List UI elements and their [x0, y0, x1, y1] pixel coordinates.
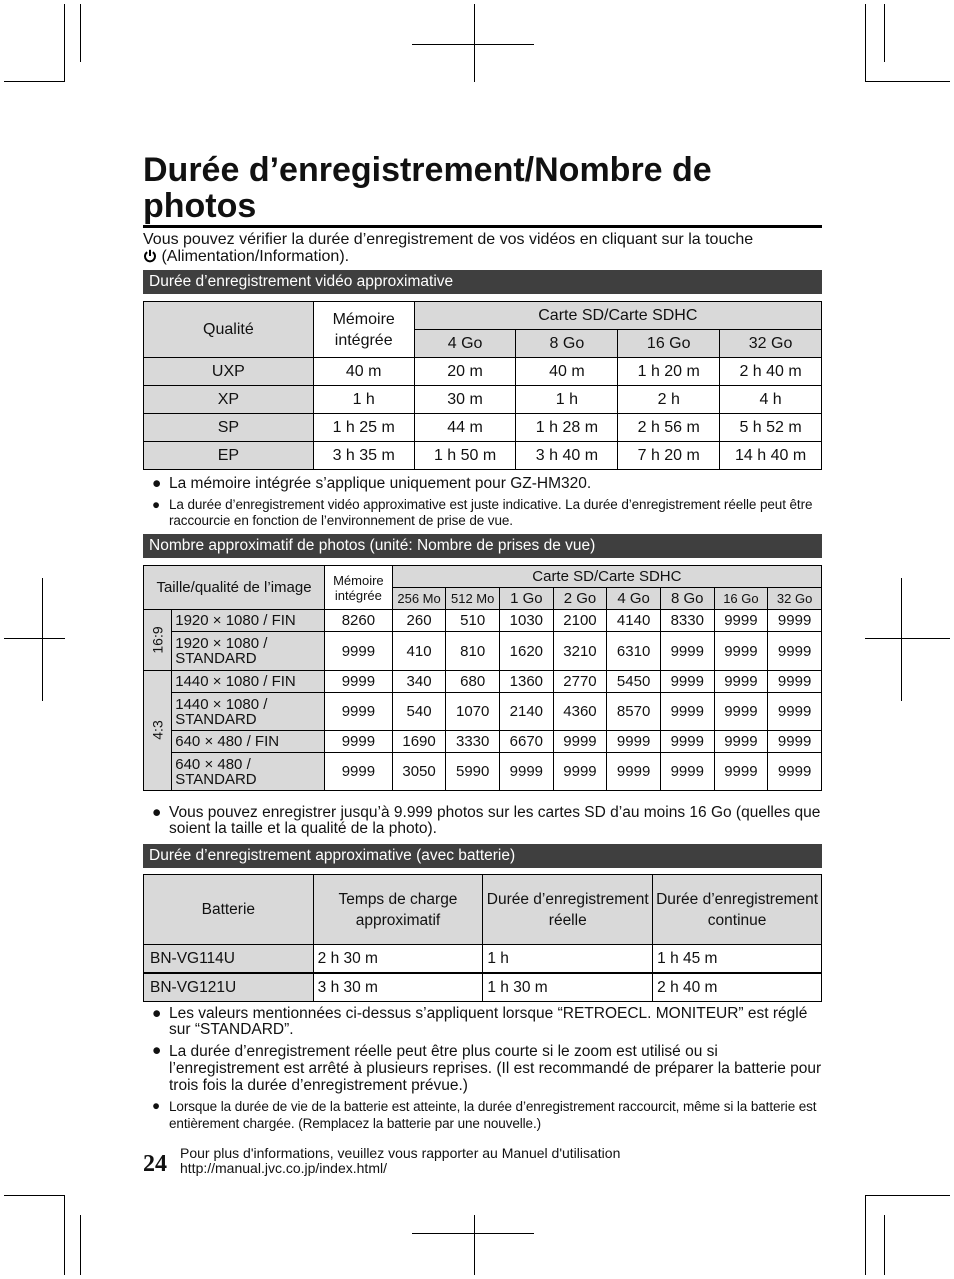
value-cell: 9999: [768, 753, 822, 791]
aspect-cell: [144, 671, 172, 791]
quality-header: Qualité: [144, 302, 314, 358]
quality-cell: EP: [144, 442, 314, 470]
value-cell: 340: [392, 671, 446, 693]
page-number: 24: [143, 1151, 167, 1177]
battery-cell: BN-VG114U: [144, 945, 314, 974]
capacity-header: 512 Mo: [446, 588, 500, 610]
value-cell: 540: [392, 693, 446, 731]
value-cell: 9999: [768, 632, 822, 671]
value-cell: 5 h 52 m: [720, 414, 822, 442]
intro-text: [143, 231, 833, 265]
capacity-header: 4 Go: [414, 330, 516, 358]
value-cell: 9999: [553, 753, 607, 791]
bullet: ●: [152, 1005, 162, 1022]
value-cell: 2 h 56 m: [618, 414, 720, 442]
value-cell: 2 h 40 m: [653, 973, 822, 1002]
footer-line: Pour plus d'informations, veuillez vous rapporter au Manuel d'utilisation: [180, 1145, 621, 1161]
value-cell: 510: [446, 610, 500, 632]
quality-cell: UXP: [144, 358, 314, 386]
bullet: ●: [152, 475, 162, 492]
value-cell: 4360: [553, 693, 607, 731]
value-cell: 9999: [768, 610, 822, 632]
value-cell: 7 h 20 m: [618, 442, 720, 470]
value-cell: 9999: [768, 671, 822, 693]
page-title: Durée d’enregistrement/Nombre de photos: [143, 151, 712, 225]
value-cell: 810: [446, 632, 500, 671]
size-cell: 1920 × 1080 / STANDARD: [172, 632, 325, 671]
quality-cell: SP: [144, 414, 314, 442]
value-cell: 1690: [392, 731, 446, 753]
value-cell: 9999: [660, 731, 714, 753]
capacity-header: 1 Go: [500, 588, 554, 610]
value-cell: 20 m: [414, 358, 516, 386]
value-cell: 2 h 40 m: [720, 358, 822, 386]
value-cell: 5450: [607, 671, 661, 693]
card-header: Carte SD/Carte SDHC: [392, 566, 821, 588]
table-row: [144, 414, 822, 442]
value-cell: 1030: [500, 610, 554, 632]
value-cell: 2 h: [618, 386, 720, 414]
value-cell: 9999: [325, 693, 393, 731]
table-row: [144, 442, 822, 470]
table-row: [144, 945, 822, 974]
value-cell: 9999: [714, 731, 768, 753]
value-cell: 1 h 45 m: [653, 945, 822, 974]
internal-header: Mémoire intégrée: [313, 302, 414, 358]
value-cell: 8330: [660, 610, 714, 632]
capacity-header: 16 Go: [714, 588, 768, 610]
table-row: [144, 973, 822, 1002]
table-row: [144, 753, 822, 791]
value-cell: 14 h 40 m: [720, 442, 822, 470]
value-cell: 9999: [768, 693, 822, 731]
value-cell: 1360: [500, 671, 554, 693]
value-cell: 4140: [607, 610, 661, 632]
battery-table: [143, 874, 822, 1002]
video-note: ● La durée d’enregistrement vidéo approximative est juste indicative. La durée d’enregistrement réelle peut être raccourcie en fonction de l’environnement de prise de vue.: [152, 497, 813, 528]
value-cell: 9999: [607, 731, 661, 753]
value-cell: 9999: [325, 632, 393, 671]
table-row: [144, 386, 822, 414]
value-cell: 6310: [607, 632, 661, 671]
value-cell: 6670: [500, 731, 554, 753]
capacity-header: 256 Mo: [392, 588, 446, 610]
capacity-header: 8 Go: [660, 588, 714, 610]
value-cell: 9999: [714, 693, 768, 731]
value-cell: 9999: [714, 753, 768, 791]
footer-text: [180, 1146, 620, 1176]
value-cell: 260: [392, 610, 446, 632]
value-cell: 3 h 35 m: [313, 442, 414, 470]
value-cell: 9999: [325, 753, 393, 791]
aspect-label: 16:9: [149, 625, 166, 654]
value-cell: 30 m: [414, 386, 516, 414]
size-cell: 1440 × 1080 / FIN: [172, 671, 325, 693]
value-cell: 8570: [607, 693, 661, 731]
value-cell: 1 h 50 m: [414, 442, 516, 470]
bullet: ●: [152, 1042, 162, 1059]
aspect-label: 4:3: [149, 720, 166, 740]
size-cell: 640 × 480 / STANDARD: [172, 753, 325, 791]
value-cell: 2770: [553, 671, 607, 693]
table-row: [144, 693, 822, 731]
battery-note: ● La durée d’enregistrement réelle peut être plus courte si le zoom est utilisé ou si l’enregistrement est arrêté à plusieurs reprises. (Il est recommandé de préparer la batterie pour trois fois la durée d’enregistrement prévue.): [152, 1042, 822, 1094]
battery-note: ● Les valeurs mentionnées ci-dessus s’appliquent lorsque “RETROECL. MONITEUR” est réglé sur “STANDARD”.: [152, 1005, 808, 1038]
value-cell: 3 h 40 m: [516, 442, 618, 470]
intro-line1: Vous pouvez vérifier la durée d’enregistrement de vos vidéos en cliquant sur la touche: [143, 231, 754, 248]
value-cell: 1 h 28 m: [516, 414, 618, 442]
value-cell: 680: [446, 671, 500, 693]
quality-cell: XP: [144, 386, 314, 414]
photo-section-heading: Nombre approximatif de photos (unité: Nombre de prises de vue): [143, 534, 822, 558]
value-cell: 9999: [553, 731, 607, 753]
value-cell: 1 h 20 m: [618, 358, 720, 386]
value-cell: 9999: [714, 632, 768, 671]
value-cell: 1 h 30 m: [483, 973, 653, 1002]
value-cell: 9999: [325, 731, 393, 753]
power-icon: [143, 249, 157, 263]
value-cell: 9999: [714, 671, 768, 693]
continuous-header: Durée d’enregistrement continue: [653, 875, 822, 945]
value-cell: 9999: [660, 693, 714, 731]
value-cell: 410: [392, 632, 446, 671]
value-cell: 40 m: [516, 358, 618, 386]
value-cell: 44 m: [414, 414, 516, 442]
internal-header: Mémoire intégrée: [325, 566, 393, 610]
value-cell: 3 h 30 m: [313, 973, 483, 1002]
battery-section-heading: Durée d’enregistrement approximative (avec batterie): [143, 844, 822, 868]
battery-header: Batterie: [144, 875, 314, 945]
size-header: Taille/qualité de l’image: [144, 566, 325, 610]
bullet: ●: [152, 804, 162, 821]
value-cell: 2100: [553, 610, 607, 632]
table-row: [144, 610, 822, 632]
capacity-header: 32 Go: [720, 330, 822, 358]
value-cell: 1620: [500, 632, 554, 671]
value-cell: 9999: [607, 753, 661, 791]
value-cell: 1070: [446, 693, 500, 731]
value-cell: 4 h: [720, 386, 822, 414]
value-cell: 9999: [660, 753, 714, 791]
size-cell: 1440 × 1080 / STANDARD: [172, 693, 325, 731]
table-row: [144, 671, 822, 693]
photo-table: [143, 565, 822, 791]
charge-header: Temps de charge approximatif: [313, 875, 483, 945]
actual-header: Durée d’enregistrement réelle: [483, 875, 653, 945]
aspect-cell: [144, 610, 172, 671]
battery-note: ● Lorsque la durée de vie de la batterie est atteinte, la durée d’enregistrement raccourcit, même si la batterie est entièrement chargée. (Remplacez la batterie par une nouvelle.): [152, 1098, 817, 1131]
value-cell: 9999: [714, 610, 768, 632]
bullet: ●: [152, 497, 161, 512]
value-cell: 9999: [500, 753, 554, 791]
value-cell: 2140: [500, 693, 554, 731]
table-row: [144, 358, 822, 386]
capacity-header: 8 Go: [516, 330, 618, 358]
video-section-heading: Durée d’enregistrement vidéo approximative: [143, 270, 822, 294]
value-cell: 1 h 25 m: [313, 414, 414, 442]
capacity-header: 2 Go: [553, 588, 607, 610]
value-cell: 9999: [768, 731, 822, 753]
table-row: [144, 731, 822, 753]
value-cell: 9999: [660, 671, 714, 693]
capacity-header: 4 Go: [607, 588, 661, 610]
footer-url[interactable]: http://manual.jvc.co.jp/index.html/: [180, 1160, 387, 1176]
photo-note: ● Vous pouvez enregistrer jusqu’à 9.999 photos sur les cartes SD d’au moins 16 Go (quelles que soient la taille et la qualité de la photo).: [152, 804, 821, 837]
bullet: ●: [152, 1098, 161, 1113]
value-cell: 1 h: [483, 945, 653, 974]
video-table: [143, 301, 822, 470]
value-cell: 40 m: [313, 358, 414, 386]
value-cell: 1 h: [313, 386, 414, 414]
value-cell: 2 h 30 m: [313, 945, 483, 974]
value-cell: 1 h: [516, 386, 618, 414]
value-cell: 9999: [325, 671, 393, 693]
battery-cell: BN-VG121U: [144, 973, 314, 1002]
video-note: ● La mémoire intégrée s’applique uniquement pour GZ-HM320.: [152, 475, 592, 492]
intro-line2: (Alimentation/Information).: [161, 248, 350, 265]
value-cell: 8260: [325, 610, 393, 632]
value-cell: 3050: [392, 753, 446, 791]
size-cell: 640 × 480 / FIN: [172, 731, 325, 753]
title-rule: [143, 225, 822, 228]
capacity-header: 16 Go: [618, 330, 720, 358]
size-cell: 1920 × 1080 / FIN: [172, 610, 325, 632]
value-cell: 3330: [446, 731, 500, 753]
value-cell: 5990: [446, 753, 500, 791]
capacity-header: 32 Go: [768, 588, 822, 610]
card-header: Carte SD/Carte SDHC: [414, 302, 821, 330]
table-row: [144, 632, 822, 671]
value-cell: 9999: [660, 632, 714, 671]
value-cell: 3210: [553, 632, 607, 671]
